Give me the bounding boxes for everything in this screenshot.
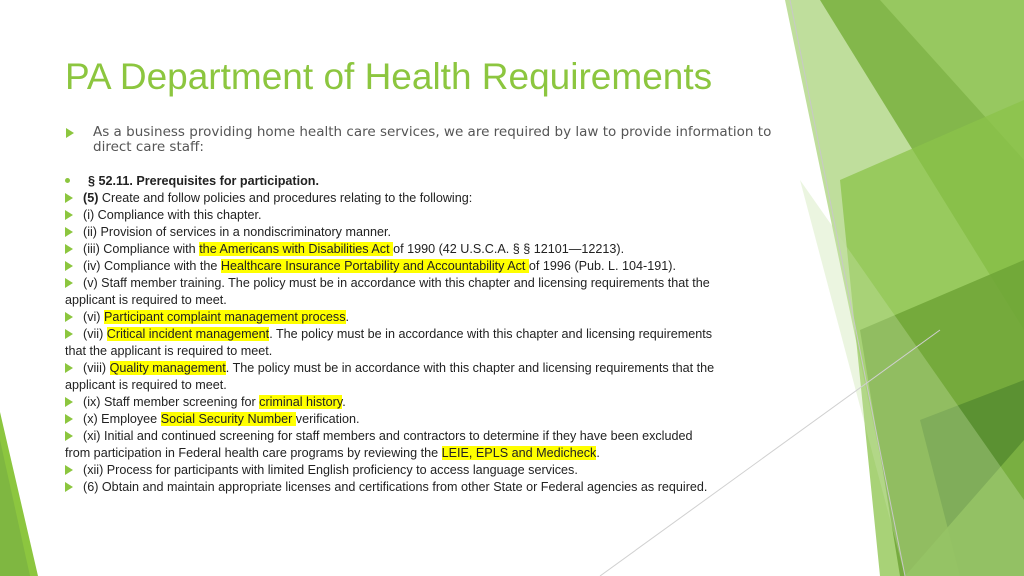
intro-text: As a business providing home health care services, we are required by law to provide information to direct care staff: bbox=[93, 124, 772, 155]
list-item: (vi) Participant complaint management process. bbox=[65, 309, 800, 326]
bullet-arrow-icon bbox=[65, 278, 73, 288]
highlighted-text: Social Security Number bbox=[160, 412, 296, 426]
list-item: (5) Create and follow policies and procedures relating to the following: bbox=[65, 190, 800, 207]
list-item: (iv) Compliance with the Healthcare Insurance Portability and Accountability Act of 1996 (Pub. L. 104-191). bbox=[65, 258, 800, 275]
list-item: (x) Employee Social Security Number verification. bbox=[65, 411, 800, 428]
list-item-continuation: applicant is required to meet. bbox=[65, 378, 227, 392]
section-heading: § 52.11. Prerequisites for participation. bbox=[88, 174, 319, 188]
bullet-arrow-icon bbox=[65, 329, 73, 339]
list-item: (ix) Staff member screening for criminal history. bbox=[65, 394, 800, 411]
list-item: (viii) Quality management. The policy must be in accordance with this chapter and licensing requirements that the bbox=[65, 360, 800, 377]
bullet-arrow-icon bbox=[65, 465, 73, 475]
highlighted-text: Quality management bbox=[109, 361, 226, 375]
list-item: (i) Compliance with this chapter. bbox=[65, 207, 800, 224]
list-item: (v) Staff member training. The policy must be in accordance with this chapter and licensing requirements that the bbox=[65, 275, 800, 292]
bullet-arrow-icon bbox=[65, 193, 73, 203]
list-item: (xi) Initial and continued screening for staff members and contractors to determine if they have been excluded bbox=[65, 428, 800, 445]
bullet-dot-icon bbox=[65, 178, 70, 183]
bullet-arrow-icon bbox=[65, 431, 73, 441]
highlighted-text: Healthcare Insurance Portability and Accountability Act bbox=[220, 259, 529, 273]
highlighted-text: criminal history bbox=[259, 395, 343, 409]
bullet-arrow-icon bbox=[66, 128, 74, 138]
page-title: PA Department of Health Requirements bbox=[65, 56, 713, 97]
highlighted-text: Participant complaint management process bbox=[103, 310, 346, 324]
bullet-arrow-icon bbox=[65, 312, 73, 322]
bullet-arrow-icon bbox=[65, 244, 73, 254]
list-item: (ii) Provision of services in a nondiscriminatory manner. bbox=[65, 224, 800, 241]
bullet-arrow-icon bbox=[65, 261, 73, 271]
bullet-arrow-icon bbox=[65, 363, 73, 373]
list-item: (vii) Critical incident management. The policy must be in accordance with this chapter and licensing requirements bbox=[65, 326, 800, 343]
bullet-arrow-icon bbox=[65, 397, 73, 407]
requirements-list bbox=[65, 173, 800, 496]
list-item-continuation: that the applicant is required to meet. bbox=[65, 344, 273, 358]
highlighted-text: LEIE, EPLS and Medicheck bbox=[441, 446, 597, 460]
bullet-arrow-icon bbox=[65, 414, 73, 424]
list-item bbox=[65, 173, 800, 190]
list-item: (iii) Compliance with the Americans with Disabilities Act of 1990 (42 U.S.C.A. § § 12101—12213). bbox=[65, 241, 800, 258]
bullet-arrow-icon bbox=[65, 482, 73, 492]
highlighted-text: Critical incident management bbox=[106, 327, 270, 341]
bullet-arrow-icon bbox=[65, 210, 73, 220]
list-item-continuation: from participation in Federal health care programs by reviewing the LEIE, EPLS and Medicheck. bbox=[65, 446, 600, 460]
list-item: (6) Obtain and maintain appropriate licenses and certifications from other State or Federal agencies as required. bbox=[65, 479, 800, 496]
list-item-continuation: applicant is required to meet. bbox=[65, 293, 227, 307]
list-item: (xii) Process for participants with limited English proficiency to access language services. bbox=[65, 462, 800, 479]
highlighted-text: the Americans with Disabilities Act bbox=[199, 242, 394, 256]
bullet-arrow-icon bbox=[65, 227, 73, 237]
